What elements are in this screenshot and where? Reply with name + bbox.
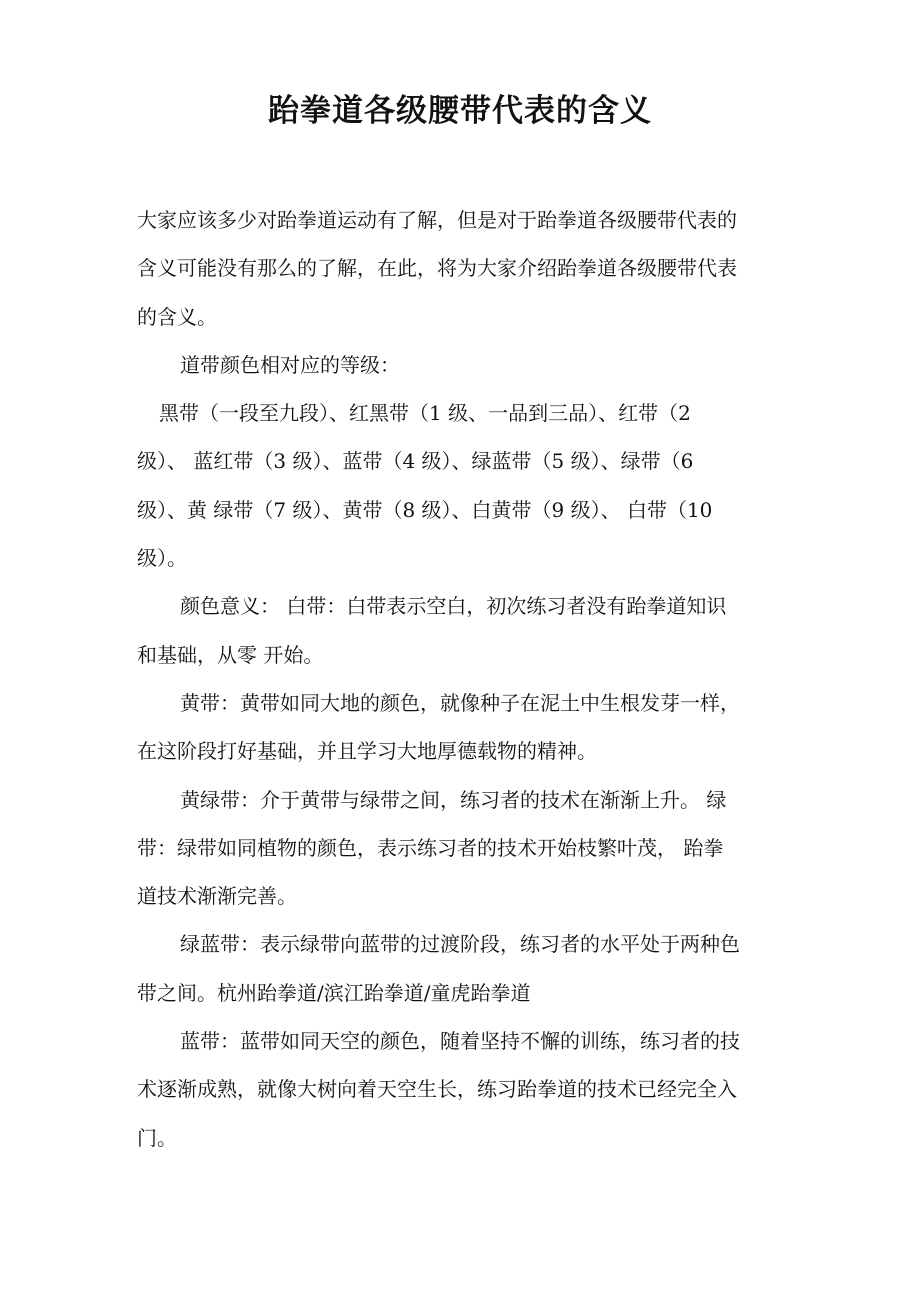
text-line: 颜色意义： 白带：白带表示空白，初次练习者没有跆拳道知识	[180, 594, 727, 619]
yellow-belt-paragraph	[137, 679, 789, 776]
document-body	[137, 196, 789, 1162]
text-line: 和基础，从零 开始。	[137, 642, 324, 667]
text-line: 大家应该多少对跆拳道运动有了解，但是对于跆拳道各级腰带代表的	[137, 208, 737, 232]
text-line: 级）。	[137, 546, 187, 571]
grade-heading-paragraph	[137, 341, 789, 389]
text-line: 黄带：黄带如同大地的颜色，就像种子在泥土中生根发芽一样，	[180, 690, 740, 715]
text-line: 带之间。杭州跆拳道/滨江跆拳道/童虎跆拳道	[137, 980, 531, 1005]
yellow-green-belt-paragraph	[137, 776, 789, 921]
text-line: 门。	[137, 1125, 177, 1150]
text-line: 绿蓝带：表示绿带向蓝带的过渡阶段，练习者的水平处于两种色	[180, 932, 740, 957]
intro-paragraph	[137, 196, 789, 341]
white-belt-paragraph	[137, 582, 789, 679]
text-line: 道技术渐渐完善。	[137, 884, 297, 909]
text-line: 术逐渐成熟，就像大树向着天空生长，练习跆拳道的技术已经完全入	[137, 1077, 737, 1102]
text-line: 道带颜色相对应的等级：	[180, 352, 400, 377]
grade-list-paragraph	[137, 389, 789, 582]
document-title: 跆拳道各级腰带代表的含义	[268, 93, 652, 129]
text-line: 在这阶段打好基础，并且学习大地厚德载物的精神。	[137, 739, 597, 764]
text-line: 黑带（一段至九段）、红黑带（1 级、一品到三品）、红带（2	[159, 401, 691, 426]
text-line: 蓝带：蓝带如同天空的颜色，随着坚持不懈的训练，练习者的技	[180, 1029, 740, 1054]
text-line: 含义可能没有那么的了解，在此，将为大家介绍跆拳道各级腰带代表	[137, 256, 737, 281]
blue-belt-paragraph	[137, 1017, 789, 1162]
text-line: 黄绿带：介于黄带与绿带之间，练习者的技术在渐渐上升。 绿	[180, 787, 727, 812]
text-line: 带：绿带如同植物的颜色，表示练习者的技术开始枝繁叶茂， 跆拳	[137, 835, 724, 860]
text-line: 级）、 蓝红带（3 级）、蓝带（4 级）、绿蓝带（5 级）、绿带（6	[137, 449, 694, 474]
text-line: 级）、黄 绿带（7 级）、黄带（8 级）、白黄带（9 级）、 白带（10	[137, 497, 713, 522]
green-blue-belt-paragraph	[137, 920, 789, 1017]
text-line: 的含义。	[137, 304, 217, 329]
